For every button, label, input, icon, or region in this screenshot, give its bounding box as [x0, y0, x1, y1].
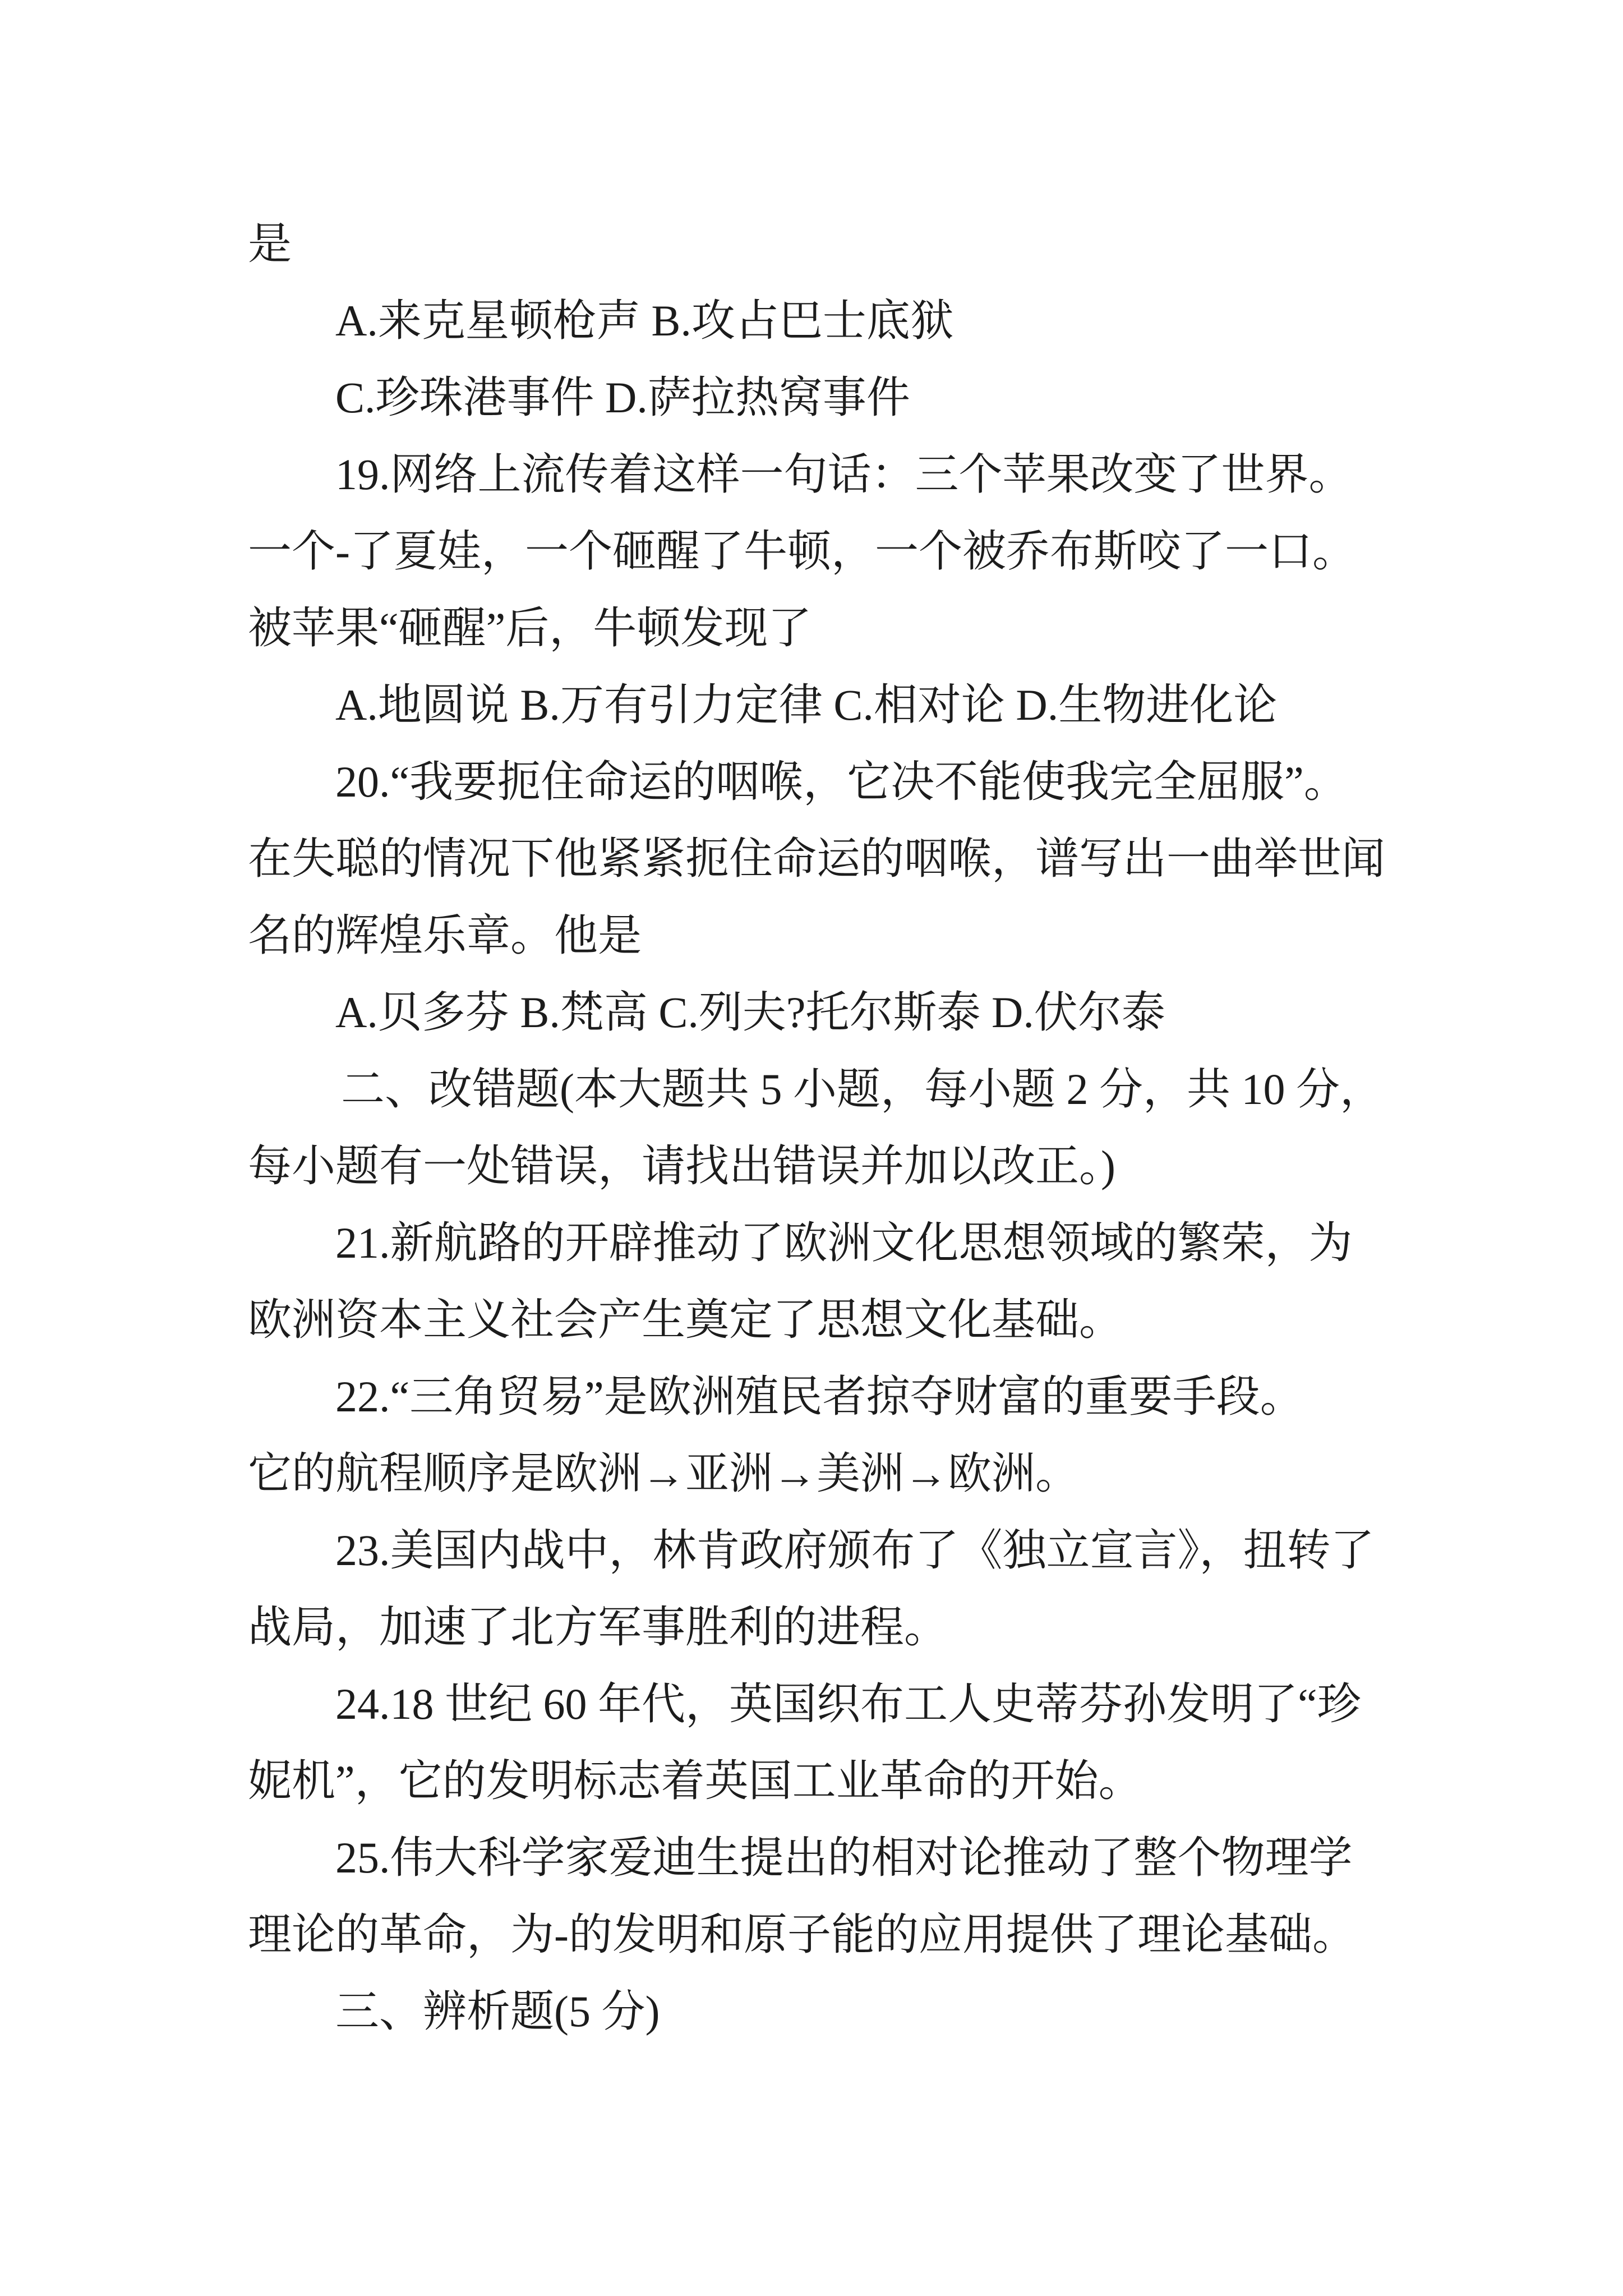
question-18-stem-end: 是	[248, 219, 292, 268]
question-24-line-1: 24.18 世纪 60 年代，英国织布工人史蒂芬孙发明了“珍	[335, 1680, 1361, 1728]
question-20-stem-line-2: 在失聪的情况下他紧紧扼住命运的咽喉，谱写出一曲举世闻	[248, 834, 1386, 883]
question-19-stem-line-1: 19.网络上流传着这样一句话：三个苹果改变了世界。	[335, 450, 1353, 499]
section-3-heading: 三、辨析题(5 分)	[335, 1987, 660, 2036]
section-2-heading-line-1: 二、改错题(本大题共 5 小题，每小题 2 分，共 10 分，	[341, 1065, 1384, 1114]
question-23-line-2: 战局，加速了北方军事胜利的进程。	[248, 1603, 948, 1651]
question-22-line-1: 22.“三角贸易”是欧洲殖民者掠夺财富的重要手段。	[335, 1372, 1304, 1421]
section-2-heading-line-2: 每小题有一处错误，请找出错误并加以改正。)	[248, 1142, 1115, 1190]
question-21-line-1: 21.新航路的开辟推动了欧洲文化思想领域的繁荣，为	[335, 1218, 1353, 1267]
question-24-line-2: 妮机”，它的发明标志着英国工业革命的开始。	[248, 1756, 1142, 1805]
question-23-line-1: 23.美国内战中，林肯政府颁布了《独立宣言》，扭转了	[335, 1526, 1375, 1575]
question-18-options-ab: A.来克星顿枪声 B.攻占巴士底狱	[335, 296, 954, 345]
question-25-line-2: 理论的革命，为-的发明和原子能的应用提供了理论基础。	[248, 1910, 1356, 1959]
question-22-line-2: 它的航程顺序是欧洲→亚洲→美洲→欧洲。	[248, 1449, 1080, 1498]
question-25-line-1: 25.伟大科学家爱迪生提出的相对论推动了整个物理学	[335, 1833, 1353, 1882]
question-20-options: A.贝多芬 B.梵高 C.列夫?托尔斯泰 D.伏尔泰	[335, 988, 1165, 1037]
question-19-options: A.地圆说 B.万有引力定律 C.相对论 D.生物进化论	[335, 680, 1278, 729]
question-19-stem-line-3: 被苹果“砸醒”后，牛顿发现了	[248, 604, 812, 652]
question-20-stem-line-1: 20.“我要扼住命运的咽喉，它决不能使我完全屈服”。	[335, 757, 1348, 806]
question-19-stem-line-2: 一个-了夏娃，一个砸醒了牛顿，一个被乔布斯咬了一口。	[248, 527, 1356, 576]
question-18-options-cd: C.珍珠港事件 D.萨拉热窝事件	[335, 373, 910, 422]
question-20-stem-line-3: 名的辉煌乐章。他是	[248, 911, 642, 960]
question-21-line-2: 欧洲资本主义社会产生奠定了思想文化基础。	[248, 1295, 1123, 1344]
